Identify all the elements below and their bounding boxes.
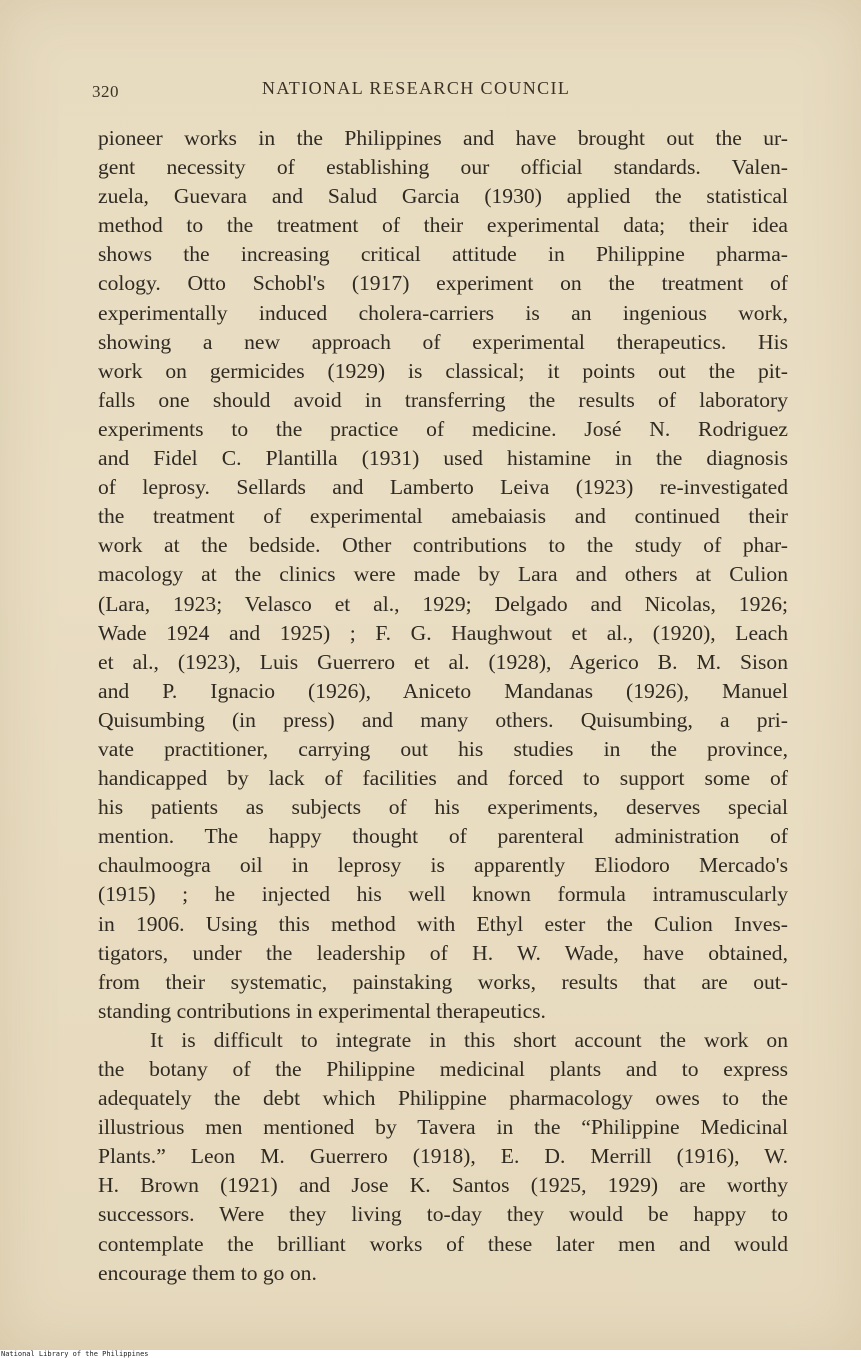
text-line: from their systematic, painstaking works, results that are out-	[98, 969, 788, 994]
text-line: illustrious men mentioned by Tavera in the “Philippine Medicinal	[98, 1115, 788, 1140]
text-line: in 1906. Using this method with Ethyl ester the Culion Inves-	[98, 911, 788, 936]
body-text	[98, 124, 788, 1288]
text-line: Plants.” Leon M. Guerrero (1918), E. D. Merrill (1916), W.	[98, 1144, 788, 1169]
text-line: and Fidel C. Plantilla (1931) used histamine in the diagnosis	[98, 446, 788, 471]
page-header	[92, 78, 772, 108]
text-line: and P. Ignacio (1926), Aniceto Mandanas (1926), Manuel	[98, 678, 788, 703]
text-line: the botany of the Philippine medicinal plants and to express	[98, 1057, 788, 1081]
text-line: vate practitioner, carrying out his studies in the province,	[98, 736, 788, 761]
text-line: zuela, Guevara and Salud Garcia (1930) applied the statistical	[98, 184, 788, 209]
text-line: (1915) ; he injected his well known formula intramuscularly	[98, 882, 788, 907]
page-footer	[0, 1350, 861, 1358]
text-line: handicapped by lack of facilities and forced to support some of	[98, 766, 788, 791]
text-line: standing contributions in experimental therapeutics.	[98, 998, 546, 1023]
text-line: his patients as subjects of his experiments, deserves special	[98, 795, 788, 820]
text-line: work at the bedside. Other contributions to the study of phar-	[98, 533, 788, 558]
text-line: Quisumbing (in press) and many others. Quisumbing, a pri-	[98, 707, 788, 732]
text-line: falls one should avoid in transferring the results of laboratory	[98, 387, 788, 412]
text-line: method to the treatment of their experimental data; their idea	[98, 213, 788, 238]
text-line: chaulmoogra oil in leprosy is apparently Eliodoro Mercado's	[98, 853, 788, 878]
text-line: (Lara, 1923; Velasco et al., 1929; Delgado and Nicolas, 1926;	[98, 591, 788, 616]
text-line: shows the increasing critical attitude in Philippine pharma-	[98, 242, 788, 267]
text-line: showing a new approach of experimental therapeutics. His	[98, 329, 788, 354]
text-line: successors. Were they living to-day they would be happy to	[98, 1202, 788, 1227]
text-line: cology. Otto Schobl's (1917) experiment on the treatment of	[98, 271, 788, 296]
text-line: experimentally induced cholera-carriers is an ingenious work,	[98, 300, 788, 325]
text-line: tigators, under the leadership of H. W. Wade, have obtained,	[98, 940, 788, 965]
text-line: H. Brown (1921) and Jose K. Santos (1925, 1929) are worthy	[98, 1173, 788, 1198]
paragraph	[98, 124, 788, 1026]
paragraph	[98, 1026, 788, 1288]
text-line: gent necessity of establishing our official standards. Valen-	[98, 155, 788, 180]
text-line: adequately the debt which Philippine pharmacology owes to the	[98, 1086, 788, 1111]
text-line: pioneer works in the Philippines and have brought out the ur-	[98, 126, 788, 150]
page-number: 320	[92, 82, 119, 101]
text-line: the treatment of experimental amebaiasis and continued their	[98, 504, 788, 529]
text-line: mention. The happy thought of parenteral administration of	[98, 824, 788, 849]
text-line: It is difficult to integrate in this short account the work on	[150, 1027, 788, 1052]
text-line: Wade 1924 and 1925) ; F. G. Haughwout et al., (1920), Leach	[98, 620, 788, 645]
text-line: contemplate the brilliant works of these later men and would	[98, 1231, 788, 1256]
text-line: of leprosy. Sellards and Lamberto Leiva (1923) re-investigated	[98, 475, 788, 500]
text-line: work on germicides (1929) is classical; it points out the pit-	[98, 358, 788, 383]
text-line: encourage them to go on.	[98, 1260, 317, 1285]
text-line: macology at the clinics were made by Lara and others at Culion	[98, 562, 788, 587]
library-credit: National Library of the Philippines	[1, 1350, 149, 1358]
text-line: et al., (1923), Luis Guerrero et al. (1928), Agerico B. M. Sison	[98, 649, 788, 674]
running-head: NATIONAL RESEARCH COUNCIL	[262, 78, 571, 98]
text-line: experiments to the practice of medicine. José N. Rodriguez	[98, 416, 788, 441]
